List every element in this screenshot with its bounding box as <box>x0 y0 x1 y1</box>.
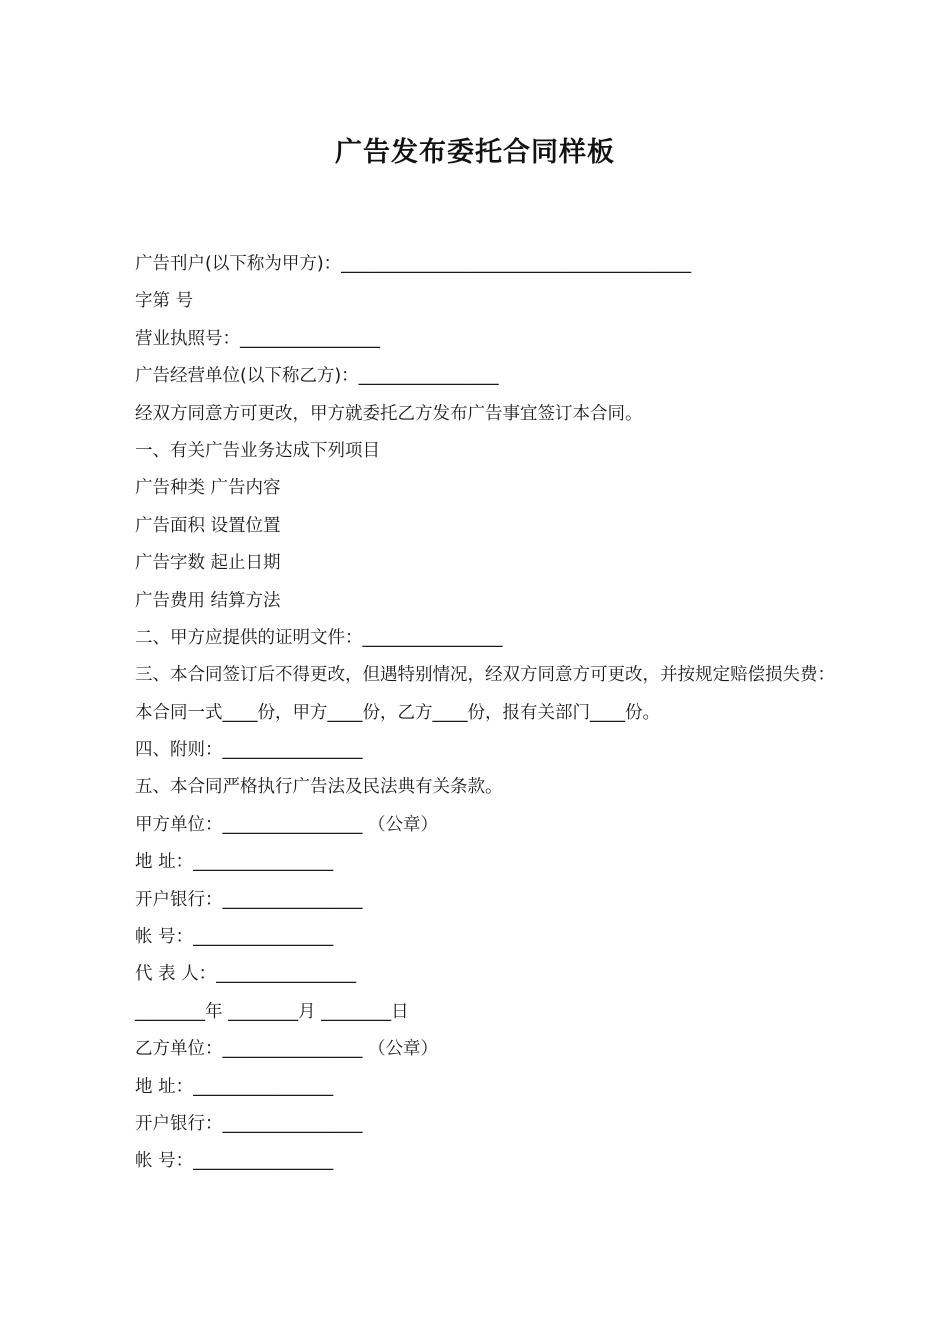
date-line: ________年 ________月 ________日 <box>135 1001 409 1022</box>
party-b-name-line: 广告经营单位(以下称乙方)：________________ <box>135 366 499 387</box>
party-a-bank-line: 开户银行：________________ <box>135 889 363 910</box>
ad-type-content-line: 广告种类 广告内容 <box>135 478 281 499</box>
party-b-address-line: 地 址：________________ <box>135 1076 334 1097</box>
ad-fee-settlement-line: 广告费用 结算方法 <box>135 590 281 611</box>
party-a-address-line: 地 址：________________ <box>135 852 334 873</box>
section-5-line: 五、本合同严格执行广告法及民法典有关条款。 <box>135 777 503 798</box>
party-b-bank-line: 开户银行：________________ <box>135 1114 363 1134</box>
party-b-unit-line: 乙方单位：________________ （公章） <box>135 1039 439 1060</box>
business-license-line: 营业执照号：________________ <box>135 328 380 349</box>
party-a-account-line: 帐 号：________________ <box>135 927 334 948</box>
copies-line: 本合同一式____份，甲方____份，乙方____份，报有关部门____份。 <box>135 702 660 723</box>
party-a-unit-line: 甲方单位：________________ （公章） <box>135 814 439 835</box>
reference-number-line: 字第 号 <box>135 291 194 312</box>
party-a-name-line: 广告刊户(以下称为甲方)：________________________________________ <box>135 254 692 274</box>
ad-area-location-line: 广告面积 设置位置 <box>135 515 281 536</box>
document-body <box>115 246 840 1181</box>
party-a-representative-line: 代 表 人：________________ <box>135 964 357 985</box>
section-4-line: 四、附则：________________ <box>135 740 363 761</box>
section-3-paragraph: 三、本合同签订后不得更改，但遇特别情况，经双方同意方可更改，并按规定赔偿损失费： <box>135 665 835 686</box>
party-b-account-line: 帐 号：________________ <box>135 1151 334 1172</box>
preamble-line: 经双方同意方可更改，甲方就委托乙方发布广告事宜签订本合同。 <box>135 403 643 424</box>
section-2-line: 二、甲方应提供的证明文件：________________ <box>135 627 503 648</box>
ad-wordcount-dates-line: 广告字数 起止日期 <box>135 553 281 574</box>
document-title: 广告发布委托合同样板 <box>335 137 615 168</box>
section-1-heading: 一、有关广告业务达成下列项目 <box>135 440 380 461</box>
